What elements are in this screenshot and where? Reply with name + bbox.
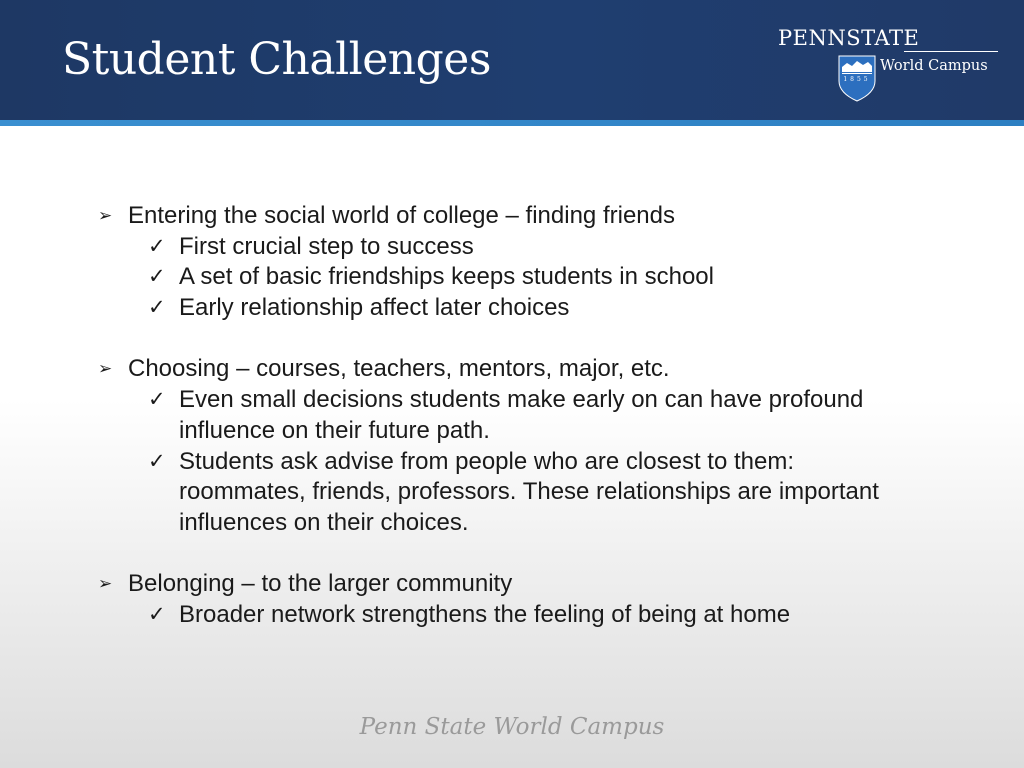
slide-title: Student Challenges	[62, 34, 491, 85]
sub-bullet-text: Even small decisions students make early on can have profound	[179, 386, 864, 414]
shield-icon	[838, 55, 876, 102]
bullet-heading-text: Entering the social world of college – finding friends	[128, 202, 675, 229]
sub-bullet-text: A set of basic friendships keeps students in school	[179, 263, 714, 291]
logo-year: 1855	[843, 76, 871, 83]
check-mark-icon: ✓	[148, 602, 166, 626]
penn-state-world-campus-logo	[776, 26, 998, 106]
arrow-bullet-icon: ➢	[98, 206, 113, 225]
logo-rule	[904, 51, 998, 52]
sub-bullet-text: Students ask advise from people who are closest to them:	[179, 447, 794, 475]
check-mark-icon: ✓	[148, 388, 166, 412]
logo-penn-state-wordmark: PENNSTATE	[778, 26, 920, 50]
sub-bullet-text: Early relationship affect later choices	[179, 294, 570, 322]
sub-bullet-text: influences on their choices.	[179, 508, 469, 536]
sub-bullet-text: Broader network strengthens the feeling of being at home	[179, 600, 791, 628]
footer-branding: Penn State World Campus	[359, 714, 665, 740]
check-mark-icon: ✓	[148, 449, 166, 473]
check-mark-icon: ✓	[148, 234, 166, 258]
sub-bullet-text: roommates, friends, professors. These relationships are important	[179, 478, 879, 506]
check-mark-icon: ✓	[148, 265, 166, 289]
sub-bullet-text: First crucial step to success	[179, 232, 474, 260]
logo-world-campus-text: World Campus	[880, 58, 988, 74]
title-bar-accent-stripe	[0, 120, 1024, 126]
sub-bullet-text: influence on their future path.	[179, 416, 490, 444]
check-mark-icon: ✓	[148, 296, 166, 320]
arrow-bullet-icon: ➢	[98, 359, 113, 379]
bullet-heading-text: Choosing – courses, teachers, mentors, major, etc.	[128, 355, 670, 383]
arrow-bullet-icon: ➢	[98, 574, 113, 594]
bullet-heading-text: Belonging – to the larger community	[128, 570, 513, 598]
